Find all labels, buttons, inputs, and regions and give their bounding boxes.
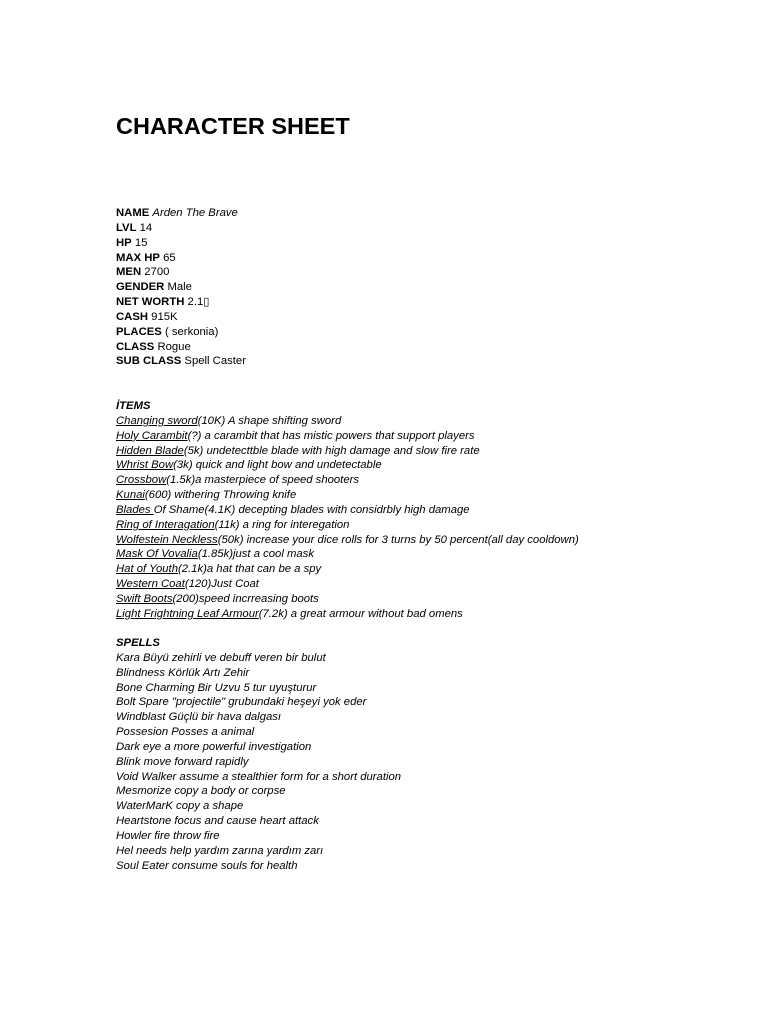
stat-label: MEN — [116, 266, 142, 279]
item-row — [116, 414, 579, 429]
stat-row — [116, 280, 246, 295]
spells-list — [116, 651, 401, 874]
item-description: Of Shame(4.1K) decepting blades with considrbly high damage — [153, 503, 470, 516]
stat-value: ( serkonia) — [164, 325, 219, 338]
stat-label: CLASS — [116, 340, 155, 353]
item-row — [116, 458, 579, 473]
stat-value: Male — [167, 281, 192, 294]
stat-value: 915K — [151, 310, 178, 323]
stat-row — [116, 310, 246, 325]
stat-row — [116, 265, 246, 280]
stat-value: 2.1▯ — [187, 296, 210, 309]
item-row — [116, 577, 579, 592]
item-name: Whrist Bow — [116, 459, 174, 472]
spell-row: WaterMarK copy a shape — [116, 800, 244, 813]
stat-row — [116, 325, 246, 340]
spell-row: Bone Charming Bir Uzvu 5 tur uyuşturur — [116, 681, 317, 694]
item-row — [116, 488, 579, 503]
item-description: (1.5k)a masterpiece of speed shooters — [166, 474, 360, 487]
item-row — [116, 592, 579, 607]
item-row — [116, 547, 579, 562]
spell-row: Possesion Posses a animal — [116, 726, 255, 739]
item-row — [116, 473, 579, 488]
stat-label: HP — [116, 236, 132, 249]
item-name: Light Frightning Leaf Armour — [116, 607, 259, 620]
item-description: (120)Just Coat — [184, 578, 259, 591]
character-stats — [116, 206, 246, 369]
spell-row: Mesmorize copy a body or corpse — [116, 785, 286, 798]
spell-row: Hel needs help yardım zarına yardım zarı — [116, 844, 324, 857]
stat-label: NAME — [116, 207, 150, 219]
item-name: Ring of Interagation — [116, 518, 215, 531]
item-name: Hat of Youth — [116, 563, 178, 576]
item-name: Mask Of Vovalia — [116, 548, 198, 561]
item-name: Western Coat — [116, 578, 185, 591]
stat-label: CASH — [116, 310, 149, 323]
items-heading: İTEMS — [116, 400, 151, 412]
stat-label: SUB CLASS — [116, 355, 182, 368]
stat-label: LVL — [116, 221, 137, 234]
item-name: Swift Boots — [116, 592, 173, 605]
item-name: Blades — [116, 503, 154, 516]
spell-row: Kara Büyü zehirli ve debuff veren bir bulut — [116, 651, 326, 664]
stat-row — [116, 206, 246, 221]
stat-row — [116, 340, 246, 355]
stat-label: MAX HP — [116, 251, 160, 264]
spell-row: Blink move forward rapidly — [116, 755, 249, 768]
spells-heading: SPELLS — [116, 637, 160, 649]
item-name: Holy Carambit — [116, 429, 188, 442]
stat-row — [116, 295, 246, 310]
spell-row: Bolt Spare "projectile" grubundaki heşeyi yok eder — [116, 696, 367, 709]
item-row — [116, 518, 579, 533]
spells-section — [116, 636, 401, 874]
stat-value: 2700 — [144, 266, 170, 279]
stat-label: PLACES — [116, 325, 162, 338]
spell-row: Heartstone focus and cause heart attack — [116, 815, 319, 828]
stat-value: 15 — [134, 236, 148, 249]
item-description: (?) a carambit that has mistic powers that support players — [187, 429, 475, 442]
item-description: (5k) undetecttble blade with high damage and slow fire rate — [183, 444, 480, 457]
stat-row — [116, 236, 246, 251]
item-row — [116, 503, 579, 518]
item-description: (7.2k) a great armour without bad omens — [258, 607, 463, 620]
item-row — [116, 533, 579, 548]
stat-label: GENDER — [116, 281, 165, 294]
item-row — [116, 607, 579, 622]
stat-value: 65 — [163, 251, 176, 264]
stat-row — [116, 251, 246, 266]
items-section — [116, 399, 579, 622]
stat-value: Rogue — [157, 340, 191, 353]
item-description: (200)speed incrreasing boots — [172, 592, 319, 605]
item-description: (50k) increase your dice rolls for 3 turns by 50 percent(all day cooldown) — [217, 533, 579, 546]
item-name: Kunai — [116, 489, 145, 502]
stat-row — [116, 221, 246, 236]
item-description: (600) withering Throwing knife — [144, 489, 297, 502]
stat-label: NET WORTH — [116, 296, 185, 309]
item-description: (1.85k)just a cool mask — [197, 548, 314, 561]
spell-row: Windblast Güçlü bir hava dalgası — [116, 711, 282, 724]
item-description: (2.1k)a hat that can be a spy — [177, 563, 322, 576]
item-row — [116, 429, 579, 444]
items-list — [116, 414, 579, 622]
item-name: Wolfestein Neckless — [116, 533, 218, 546]
spell-row: Void Walker assume a stealthier form for a short duration — [116, 770, 402, 783]
stat-value: 14 — [139, 221, 153, 234]
item-name: Hidden Blade — [116, 444, 184, 457]
item-name: Crossbow — [116, 474, 167, 487]
item-name: Changing sword — [116, 414, 198, 427]
item-row — [116, 562, 579, 577]
stat-row — [116, 354, 246, 369]
stat-value: Arden The Brave — [152, 207, 238, 219]
item-description: (10K) A shape shifting sword — [197, 414, 342, 427]
item-row — [116, 444, 579, 459]
stat-value: Spell Caster — [184, 355, 246, 368]
page-title: CHARACTER SHEET — [116, 113, 350, 139]
spell-row: Dark eye a more powerful investigation — [116, 740, 312, 753]
spell-row: Soul Eater consume souls for health — [116, 859, 298, 872]
spell-row: Blindness Körlük Artı Zehir — [116, 666, 250, 679]
spell-row: Howler fire throw fire — [116, 829, 220, 842]
item-description: (3k) quick and light bow and undetectable — [173, 459, 382, 472]
item-description: (11k) a ring for interegation — [214, 518, 350, 531]
